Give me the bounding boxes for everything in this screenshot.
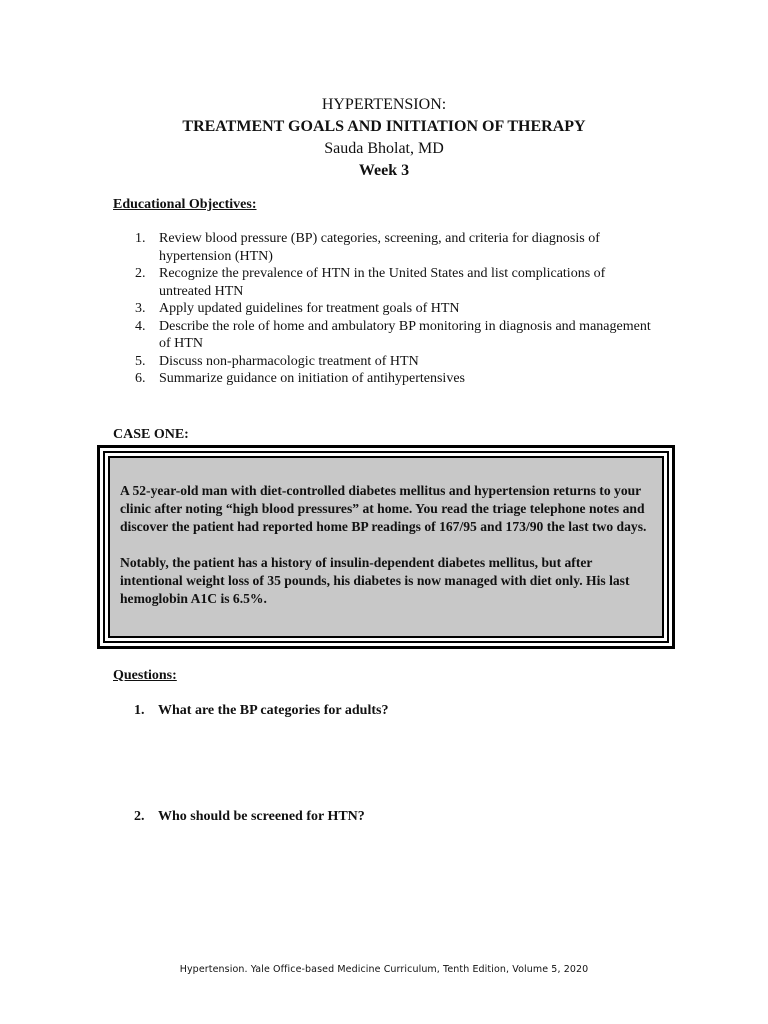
list-item: [113, 353, 653, 371]
question-item: [134, 702, 654, 720]
case-paragraph-1: A 52-year-old man with diet-controlled diabetes mellitus and hypertension returns to your clinic after noting “high blood pressures” at home. You read the triage telephone notes and discover the patient had reported home BP readings of 167/95 and 173/90 the last two days.: [120, 483, 647, 534]
case-heading: CASE ONE:: [113, 427, 189, 442]
case-paragraph-2: Notably, the patient has a history of insulin-dependent diabetes mellitus, but after intentional weight loss of 35 pounds, his diabetes is now managed with diet only. His last hemoglobin A1C is 6.5%.: [120, 555, 630, 606]
list-item-number: 6.: [135, 371, 146, 386]
question-number: 2.: [134, 809, 145, 824]
questions-heading: Questions:: [113, 668, 177, 683]
case-box: [97, 445, 675, 649]
list-item: [113, 230, 653, 265]
list-item-text: Summarize guidance on initiation of antihypertensives: [159, 371, 465, 386]
list-item: [113, 265, 653, 300]
list-item-text: Discuss non-pharmacologic treatment of HTN: [159, 353, 419, 369]
list-item-text: Describe the role of home and ambulatory BP monitoring in diagnosis and management of HTN: [159, 318, 651, 351]
list-item-number: 1.: [135, 231, 146, 246]
question-text: What are the BP categories for adults?: [158, 703, 389, 718]
list-item: [113, 370, 653, 388]
list-item-text: Review blood pressure (BP) categories, screening, and criteria for diagnosis of hypertension (HTN): [159, 231, 600, 264]
week-label: Week 3: [358, 162, 410, 179]
question-text: Who should be screened for HTN?: [158, 809, 365, 824]
list-item-number: 5.: [135, 353, 146, 369]
author-name: Sauda Bholat, MD: [324, 140, 444, 157]
page-footer: Hypertension. Yale Office-based Medicine Curriculum, Tenth Edition, Volume 5, 2020: [179, 964, 589, 975]
case-box-inner-border: [103, 451, 669, 643]
title-line-1: HYPERTENSION:: [321, 96, 447, 113]
list-item-number: 4.: [135, 318, 146, 334]
list-item-text: Recognize the prevalence of HTN in the United States and list complications of untreated HTN: [159, 266, 606, 299]
document-header: [0, 94, 768, 182]
objectives-list: [113, 230, 653, 388]
list-item-number: 3.: [135, 301, 146, 316]
list-item-number: 2.: [135, 266, 146, 281]
list-item: [113, 300, 653, 318]
question-number: 1.: [134, 703, 145, 718]
list-item-text: Apply updated guidelines for treatment goals of HTN: [159, 301, 460, 316]
title-line-2: TREATMENT GOALS AND INITIATION OF THERAPY: [182, 118, 586, 135]
case-box-content: [108, 456, 664, 638]
question-item: [134, 808, 654, 826]
objectives-heading: Educational Objectives:: [113, 197, 257, 212]
list-item: [113, 318, 653, 353]
